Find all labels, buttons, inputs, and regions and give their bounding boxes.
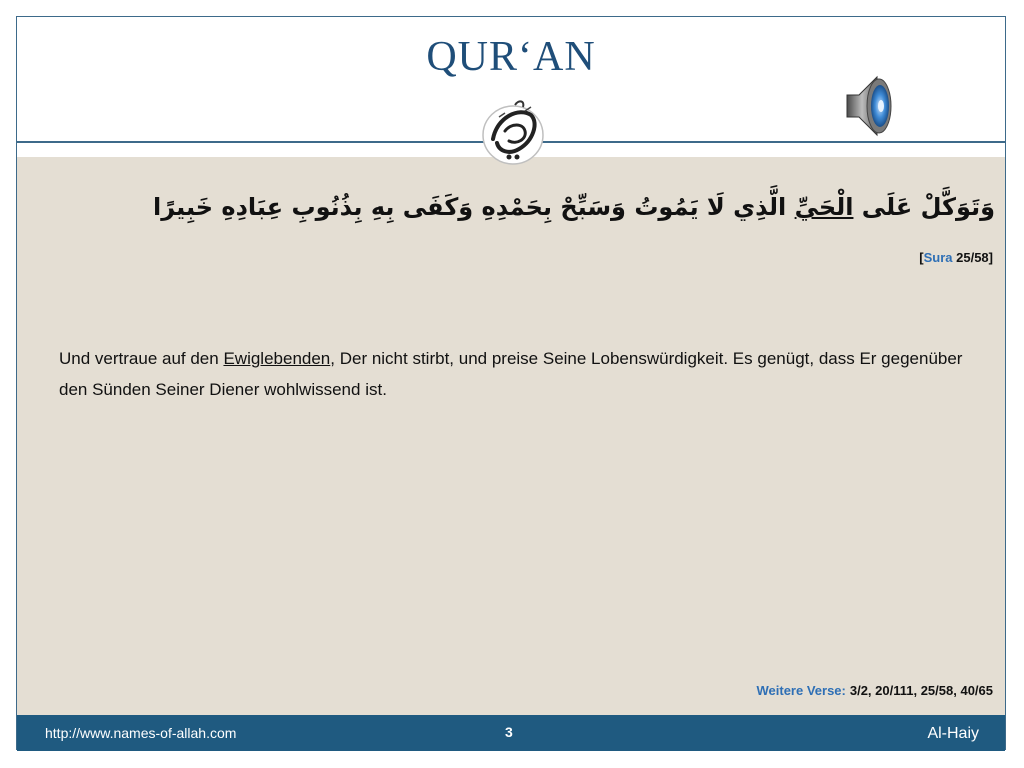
german-translation — [59, 343, 989, 405]
arabic-verse-part: الَّذِي لَا يَمُوتُ وَسَبِّحْ بِحَمْدِهِ وَكَفَى بِهِ بِذُنُوبِ عِبَادِهِ خَبِيرًا — [153, 193, 795, 221]
arabic-verse — [35, 193, 995, 221]
slide-title: QUR‘AN — [426, 34, 596, 80]
further-verses — [756, 683, 993, 698]
arabic-verse-part: وَتَوَكَّلْ عَلَى — [853, 193, 995, 221]
verse-reference — [919, 250, 993, 265]
footer-name: Al-Haiy — [927, 725, 979, 742]
slide — [16, 16, 1006, 750]
german-highlight: Ewiglebenden — [223, 349, 331, 368]
ref-label: Sura — [923, 250, 953, 265]
german-part: Und vertraue auf den — [59, 349, 224, 368]
german-part: , Der nicht stirbt, und preise Seine Lobenswürdigkeit. Es genügt, dass Er gegenüber den Sünden Seiner Diener wohlwissend ist. — [59, 349, 963, 399]
ref-open: [ — [919, 250, 924, 265]
page-number: 3 — [505, 724, 513, 740]
arabic-verse-highlight: الْحَيِّ — [794, 193, 854, 221]
ref-value: 25/58] — [952, 250, 993, 265]
footer-url-link[interactable]: http://www.names-of-allah.com — [45, 725, 237, 741]
speaker-icon[interactable] — [843, 73, 893, 139]
further-verses-values: 3/2, 20/111, 25/58, 40/65 — [849, 683, 993, 698]
slide-footer — [17, 715, 1005, 751]
further-verses-label: Weitere Verse: — [756, 683, 846, 698]
slide-content — [17, 157, 1005, 715]
arabic-calligraphy-icon — [479, 95, 547, 167]
